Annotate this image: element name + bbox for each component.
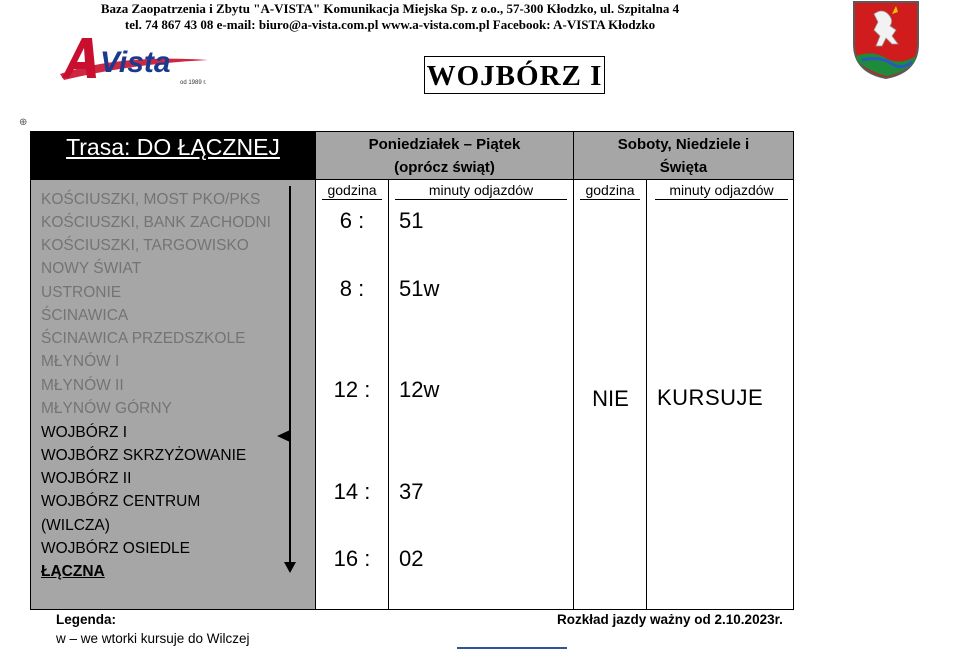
- departure-minutes: 02: [399, 546, 424, 571]
- header-contact-line: tel. 74 867 43 08 e-mail: biuro@a-vista.com.pl www.a-vista.com.pl Facebook: A-VISTA Kłodzko: [124, 17, 656, 32]
- weekdays-minutes-column: [388, 179, 573, 609]
- list-item: MŁYNÓW II: [41, 377, 124, 394]
- no-service-label: NIE: [592, 386, 629, 411]
- no-service-text: KURSUJE: [657, 385, 764, 410]
- weekends-title-line2: Święta: [659, 159, 708, 176]
- a-vista-logo: [60, 34, 210, 90]
- svg-text:Vista: Vista: [100, 46, 171, 79]
- departure-minutes: 51: [399, 208, 424, 233]
- table-move-handle-icon[interactable]: ⊕: [19, 117, 28, 128]
- weekdays-hour-column: [315, 179, 388, 609]
- weekdays-hour-header: godzina: [322, 182, 382, 200]
- departure-hour: 12 :: [333, 377, 371, 402]
- weekdays-title-line2: (oprócz świąt): [394, 159, 495, 176]
- list-item: WOJBÓRZ OSIEDLE: [41, 540, 190, 557]
- route-direction-line: [289, 186, 291, 566]
- list-item: WOJBÓRZ CENTRUM: [41, 493, 201, 510]
- route-title: Trasa: DO ŁĄCZNEJ: [66, 134, 280, 160]
- route-stops-list: [31, 179, 315, 609]
- list-item: WOJBÓRZ II: [41, 470, 132, 487]
- timetable: [30, 131, 794, 610]
- list-item: ŚCINAWICA PRZEDSZKOLE: [41, 330, 246, 347]
- departure-hour: 14 :: [333, 479, 371, 504]
- header-company-line: Baza Zaopatrzenia i Zbytu "A-VISTA" Komunikacja Miejska Sp. z o.o., 57-300 Kłodzko, ul. Szpitalna 4: [100, 1, 680, 16]
- validity-note: Rozkład jazdy ważny od 2.10.2023r.: [557, 612, 783, 627]
- departure-hour: 16 :: [333, 546, 371, 571]
- current-stop: WOJBÓRZ I: [41, 424, 128, 441]
- departure-minutes: 51w: [399, 276, 440, 301]
- list-item: MŁYNÓW I: [41, 353, 120, 370]
- list-item: NOWY ŚWIAT: [41, 260, 142, 277]
- coat-of-arms-icon: [852, 0, 920, 80]
- weekends-hour-header: godzina: [580, 182, 640, 200]
- legend-item: w – we wtorki kursuje do Wilczej: [56, 631, 250, 646]
- list-item: USTRONIE: [41, 284, 122, 301]
- legend-title: Legenda:: [56, 612, 117, 627]
- departure-hour: 8 :: [339, 276, 365, 301]
- route-title-cell: [31, 132, 315, 179]
- weekdays-header: [315, 132, 573, 179]
- list-item: ŚCINAWICA: [41, 307, 129, 324]
- logo-subtext: od 1989 r.: [180, 80, 207, 86]
- list-item: MŁYNÓW GÓRNY: [41, 400, 172, 417]
- weekends-minutes-header: minuty odjazdów: [655, 182, 788, 200]
- weekends-header: [573, 132, 793, 179]
- list-item: KOŚCIUSZKI, TARGOWISKO: [41, 237, 249, 254]
- stop-title: WOJBÓRZ I: [424, 56, 605, 94]
- terminus-stop: ŁĄCZNA: [41, 563, 105, 580]
- weekends-title-line1: Soboty, Niedziele i: [617, 136, 750, 153]
- departure-minutes: 37: [399, 479, 424, 504]
- list-item: (WILCZA): [41, 517, 110, 534]
- departure-minutes: 12w: [399, 377, 440, 402]
- weekends-minutes-column: [646, 179, 793, 609]
- weekends-hour-column: [573, 179, 646, 609]
- list-item: WOJBÓRZ SKRZYŻOWANIE: [41, 447, 247, 464]
- list-item: KOŚCIUSZKI, BANK ZACHODNI: [41, 214, 271, 231]
- arrow-down-icon: [284, 562, 296, 573]
- weekdays-minutes-header: minuty odjazdów: [395, 182, 567, 200]
- departure-hour: 6 :: [339, 208, 365, 233]
- list-item: KOŚCIUSZKI, MOST PKO/PKS: [41, 191, 261, 208]
- current-stop-marker-icon: [277, 430, 290, 442]
- weekdays-title-line1: Poniedziałek – Piątek: [368, 136, 521, 153]
